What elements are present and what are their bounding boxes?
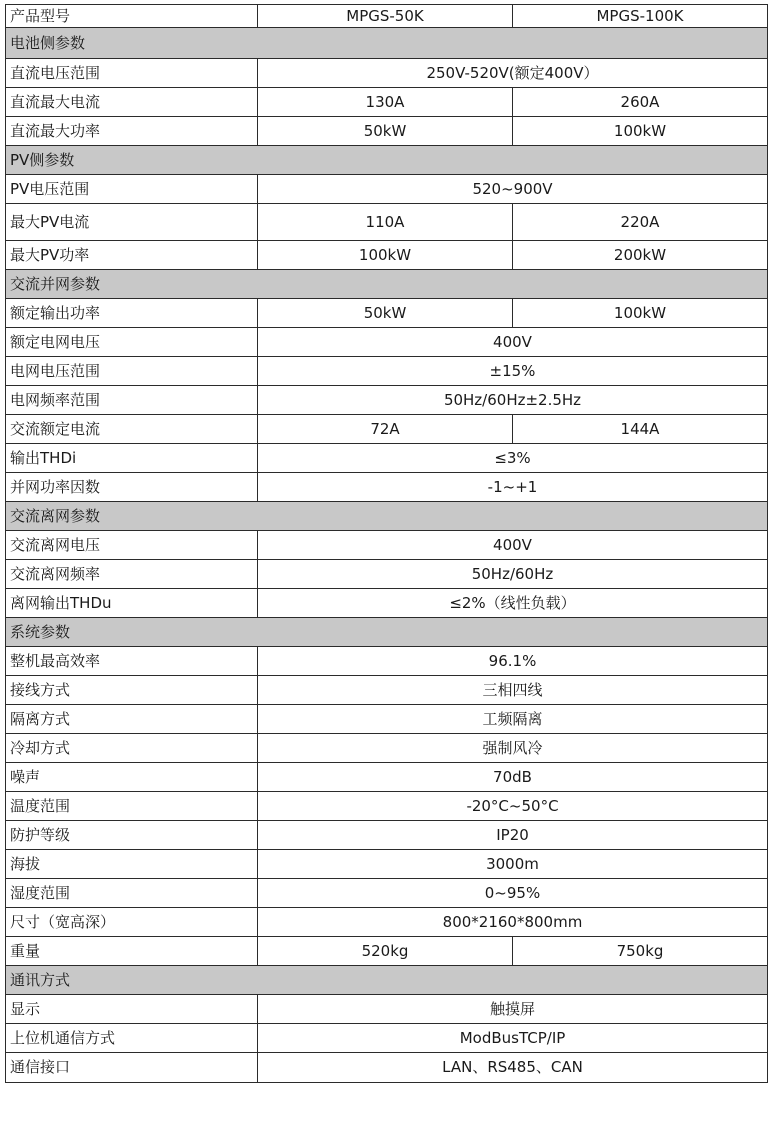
param-label: 温度范围 [6,792,258,821]
param-label: 隔离方式 [6,705,258,734]
param-value-shared: -20°C~50°C [258,792,768,821]
spec-table-body [6,5,768,1083]
param-value-shared: LAN、RS485、CAN [258,1053,768,1083]
table-row [6,995,768,1024]
section-header-row [6,146,768,175]
param-label: 重量 [6,937,258,966]
param-label: 最大PV电流 [6,204,258,241]
param-value-50k: 50kW [258,299,513,328]
param-label: 尺寸（宽高深） [6,908,258,937]
table-row [6,850,768,879]
table-row [6,299,768,328]
table-row [6,676,768,705]
table-row [6,908,768,937]
section-title: 交流并网参数 [6,270,768,299]
param-label: 直流最大功率 [6,117,258,146]
param-label: 显示 [6,995,258,1024]
table-row [6,204,768,241]
section-title: 电池侧参数 [6,28,768,59]
param-label: PV电压范围 [6,175,258,204]
param-value-100k: 144A [513,415,768,444]
param-value-shared: 520~900V [258,175,768,204]
param-label: 额定电网电压 [6,328,258,357]
param-value-shared: IP20 [258,821,768,850]
param-value-shared: 3000m [258,850,768,879]
param-label: 交流离网频率 [6,560,258,589]
table-row [6,386,768,415]
param-label: 额定输出功率 [6,299,258,328]
section-title: 系统参数 [6,618,768,647]
param-value-shared: 800*2160*800mm [258,908,768,937]
param-value-shared: -1~+1 [258,473,768,502]
table-row [6,357,768,386]
table-row [6,1053,768,1083]
table-row [6,473,768,502]
param-label: 湿度范围 [6,879,258,908]
param-value-100k: MPGS-100K [513,5,768,28]
param-value-shared: 50Hz/60Hz±2.5Hz [258,386,768,415]
section-header-row [6,618,768,647]
table-row [6,734,768,763]
table-row [6,705,768,734]
param-value-100k: 200kW [513,241,768,270]
param-label: 上位机通信方式 [6,1024,258,1053]
param-label: 离网输出THDu [6,589,258,618]
param-value-shared: ≤2%（线性负载） [258,589,768,618]
param-label: 噪声 [6,763,258,792]
param-value-shared: 工频隔离 [258,705,768,734]
param-value-shared: 70dB [258,763,768,792]
param-value-shared: 250V-520V(额定400V） [258,59,768,88]
table-row [6,879,768,908]
param-value-50k: 110A [258,204,513,241]
param-value-50k: 130A [258,88,513,117]
table-row [6,763,768,792]
param-value-shared: ±15% [258,357,768,386]
table-row [6,531,768,560]
table-row [6,560,768,589]
section-header-row [6,28,768,59]
table-row [6,937,768,966]
section-title: 交流离网参数 [6,502,768,531]
param-value-100k: 750kg [513,937,768,966]
param-label: 防护等级 [6,821,258,850]
section-title: PV侧参数 [6,146,768,175]
table-row [6,821,768,850]
param-value-100k: 100kW [513,299,768,328]
param-value-50k: 50kW [258,117,513,146]
param-label: 通信接口 [6,1053,258,1083]
section-header-row [6,270,768,299]
param-value-shared: 三相四线 [258,676,768,705]
param-value-50k: 72A [258,415,513,444]
param-label: 接线方式 [6,676,258,705]
param-value-shared: 强制风冷 [258,734,768,763]
param-label: 输出THDi [6,444,258,473]
table-row [6,241,768,270]
param-value-100k: 260A [513,88,768,117]
param-value-50k: 100kW [258,241,513,270]
table-row [6,647,768,676]
table-row [6,88,768,117]
param-value-100k: 100kW [513,117,768,146]
param-value-shared: 400V [258,531,768,560]
table-row [6,59,768,88]
table-row [6,589,768,618]
section-title: 通讯方式 [6,966,768,995]
param-label: 产品型号 [6,5,258,28]
param-label: 最大PV功率 [6,241,258,270]
param-label: 直流电压范围 [6,59,258,88]
param-label: 电网频率范围 [6,386,258,415]
param-label: 电网电压范围 [6,357,258,386]
table-row [6,444,768,473]
param-value-100k: 220A [513,204,768,241]
spec-table [5,4,768,1083]
param-value-50k: MPGS-50K [258,5,513,28]
table-row [6,175,768,204]
table-row [6,415,768,444]
param-label: 整机最高效率 [6,647,258,676]
section-header-row [6,966,768,995]
table-row [6,792,768,821]
table-row [6,1024,768,1053]
table-row [6,5,768,28]
param-value-shared: ModBusTCP/IP [258,1024,768,1053]
param-label: 交流额定电流 [6,415,258,444]
param-value-shared: 96.1% [258,647,768,676]
param-value-shared: 0~95% [258,879,768,908]
param-value-50k: 520kg [258,937,513,966]
param-value-shared: 触摸屏 [258,995,768,1024]
param-label: 交流离网电压 [6,531,258,560]
param-label: 直流最大电流 [6,88,258,117]
param-value-shared: 50Hz/60Hz [258,560,768,589]
section-header-row [6,502,768,531]
param-value-shared: 400V [258,328,768,357]
param-label: 海拔 [6,850,258,879]
param-label: 并网功率因数 [6,473,258,502]
param-value-shared: ≤3% [258,444,768,473]
table-row [6,328,768,357]
table-row [6,117,768,146]
param-label: 冷却方式 [6,734,258,763]
